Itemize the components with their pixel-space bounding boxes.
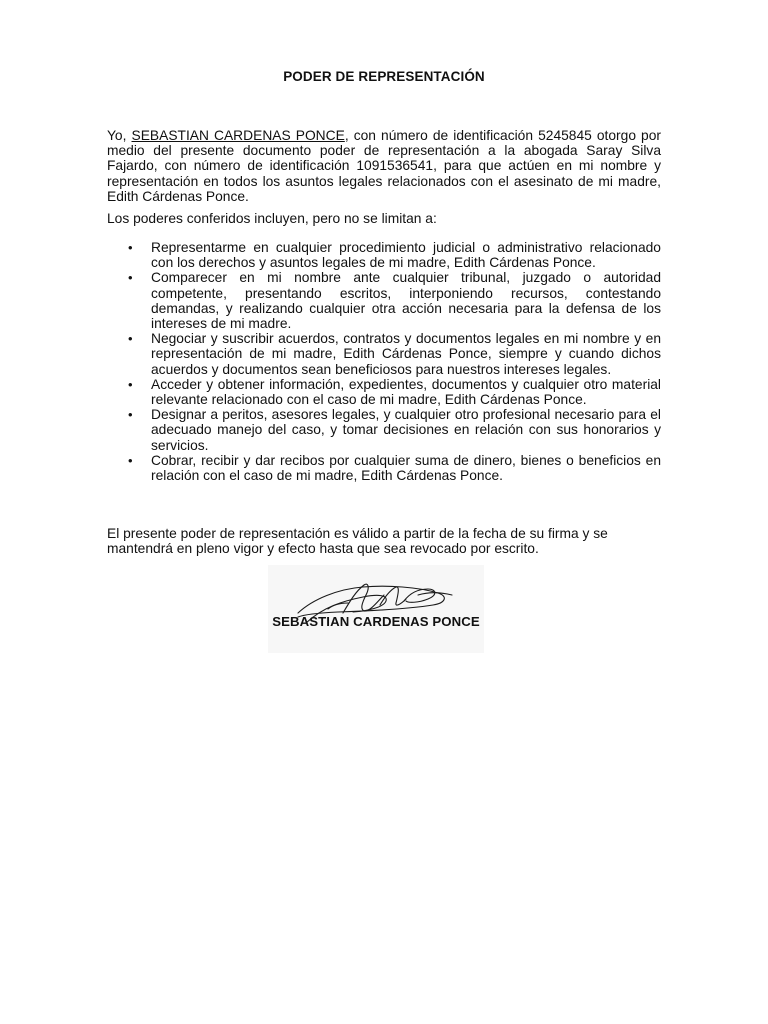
document-title: PODER DE REPRESENTACIÓN	[283, 69, 485, 84]
handwritten-signature-icon	[268, 565, 484, 653]
intro-paragraph	[107, 128, 661, 204]
bullet-icon: •	[128, 270, 133, 286]
list-item	[107, 240, 661, 270]
intro-prefix: Yo,	[107, 128, 132, 143]
bullet-icon: •	[128, 240, 133, 255]
power-text: Comparecer en mi nombre ante cualquier tribunal, juzgado o autoridad competente, presentando escritos, interponiendo recursos, contestando demandas, y realizando cualquier otra acción necesaria para la defensa de los intereses de mi madre.	[151, 270, 661, 332]
power-text: Acceder y obtener información, expedientes, documentos y cualquier otro material relevante relacionado con el caso de mi madre, Edith Cárdenas Ponce.	[151, 376, 661, 408]
list-item	[107, 331, 661, 377]
bullet-icon: •	[128, 452, 133, 468]
grantor-name: SEBASTIAN CARDENAS PONCE	[131, 128, 345, 143]
power-text: Negociar y suscribir acuerdos, contratos y documentos legales en mi nombre y en representación de mi madre, Edith Cárdenas Ponce, siempre y cuando dichos acuerdos y documentos sean beneficiosos para nuestros intereses legales.	[151, 331, 661, 377]
list-item	[107, 377, 661, 407]
list-item	[107, 270, 661, 331]
power-text: Cobrar, recibir y dar recibos por cualquier suma de dinero, bienes o beneficios en relación con el caso de mi madre, Edith Cárdenas Ponce.	[151, 452, 661, 484]
signature-block	[268, 565, 484, 653]
bullet-icon: •	[128, 376, 133, 392]
power-text: Designar a peritos, asesores legales, y cualquier otro profesional necesario para el adecuado manejo del caso, y tomar decisiones en relación con sus honorarios y servicios.	[151, 407, 661, 453]
signatory-name: SEBASTIAN CARDENAS PONCE	[272, 614, 480, 629]
list-item	[107, 407, 661, 453]
bullet-icon: •	[128, 407, 133, 423]
intro-rest: , con número de identificación 5245845 otorgo por medio del presente documento poder de representación a la abogada Saray Silva Fajardo, con número de identificación 1091536541, para que actúen en mi nombre y representación en todos los asuntos legales relacionados con el asesinato de mi madre, Edith Cárdenas Ponce.	[107, 128, 661, 204]
powers-list	[107, 240, 661, 483]
powers-intro: Los poderes conferidos incluyen, pero no se limitan a:	[107, 211, 437, 226]
power-text: Representarme en cualquier procedimiento judicial o administrativo relacionado con los derechos y asuntos legales de mi madre, Edith Cárdenas Ponce.	[151, 240, 661, 271]
validity-paragraph: El presente poder de representación es válido a partir de la fecha de su firma y se mantendrá en pleno vigor y efecto hasta que sea revocado por escrito.	[107, 526, 608, 557]
list-item	[107, 453, 661, 483]
bullet-icon: •	[128, 331, 133, 347]
